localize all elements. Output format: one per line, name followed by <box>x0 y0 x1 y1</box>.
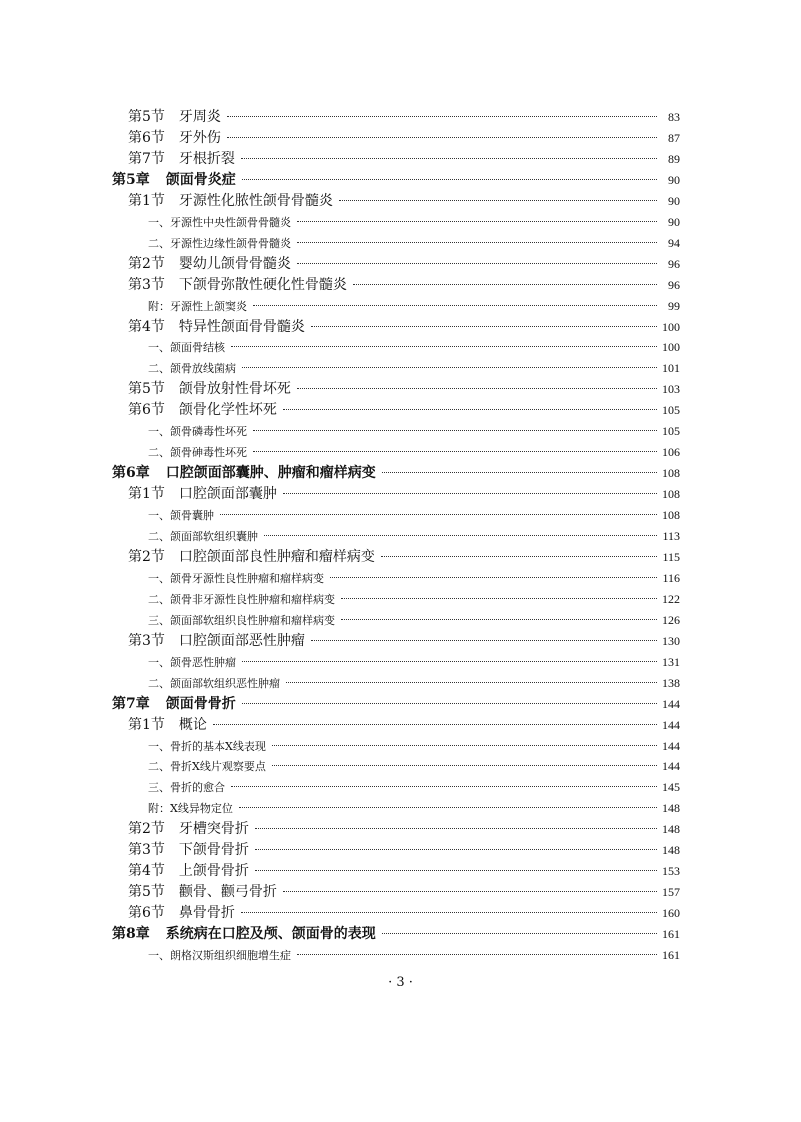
dot-leader <box>297 242 657 243</box>
toc-section-entry[interactable] <box>128 819 680 839</box>
item-title: 一、朗格汉斯组织细胞增生症 <box>148 949 291 962</box>
page-ref: 90 <box>668 214 680 229</box>
item-title: 一、颌骨恶性肿瘤 <box>148 655 236 669</box>
toc-section-entry[interactable] <box>128 547 680 567</box>
page-ref: 105 <box>662 424 680 439</box>
item-title: 二、牙源性边缘性颌骨骨髓炎 <box>148 236 291 250</box>
dot-leader <box>255 870 657 871</box>
page-ref: 105 <box>662 403 680 418</box>
chapter-title: 系统病在口腔及颅、颌面骨的表现 <box>165 926 376 943</box>
section-number: 第3节 <box>128 276 165 293</box>
item-title: 二、颌骨非牙源性良性肿瘤和瘤样病变 <box>148 592 335 606</box>
page-ref: 160 <box>662 906 680 921</box>
section-title: 下颌骨弥散性硬化性骨髓炎 <box>178 276 347 293</box>
dot-leader <box>283 493 657 494</box>
page-ref: 106 <box>662 445 680 460</box>
section-title: 口腔颌面部良性肿瘤和瘤样病变 <box>178 548 375 565</box>
chapter-title: 颌面骨骨折 <box>165 695 236 712</box>
page-ref: 122 <box>662 591 680 606</box>
section-title: 颌骨放射性骨坏死 <box>178 381 291 398</box>
toc-item-entry[interactable] <box>148 777 680 797</box>
section-number: 第5节 <box>128 109 165 125</box>
dot-leader <box>264 535 657 536</box>
dot-leader <box>311 326 657 327</box>
page-ref: 89 <box>668 151 680 166</box>
toc-section-entry[interactable] <box>128 317 680 337</box>
page-ref: 145 <box>662 780 680 795</box>
toc-item-entry[interactable] <box>148 526 680 546</box>
chapter-title: 颌面骨炎症 <box>165 171 236 188</box>
toc-section-entry[interactable] <box>128 400 680 420</box>
toc-section-entry[interactable] <box>128 631 680 651</box>
section-title: 鼻骨骨折 <box>178 905 235 922</box>
page-ref: 161 <box>662 948 680 962</box>
dot-leader <box>272 745 657 746</box>
toc-item-entry[interactable] <box>148 212 680 232</box>
dot-leader <box>297 263 657 264</box>
page-ref: 144 <box>662 738 680 753</box>
section-number: 第1节 <box>128 716 165 733</box>
toc-item-entry[interactable] <box>148 736 680 756</box>
section-title: 颧骨、颧弓骨折 <box>178 884 277 901</box>
item-title: 一、颌骨囊肿 <box>148 509 214 523</box>
chapter-number: 第5章 <box>112 171 150 188</box>
dot-leader <box>231 346 657 347</box>
toc-item-entry[interactable] <box>148 945 680 965</box>
toc-section-entry[interactable] <box>128 484 680 504</box>
toc-section-entry[interactable] <box>128 254 680 274</box>
page-ref: 94 <box>668 235 680 250</box>
page-ref: 157 <box>662 885 680 900</box>
dot-leader <box>255 828 657 829</box>
toc-item-entry[interactable] <box>148 421 680 441</box>
page-ref: 148 <box>662 822 680 837</box>
dot-leader <box>253 430 657 431</box>
dot-leader <box>242 703 657 704</box>
page-ref: 115 <box>662 549 680 564</box>
dot-leader <box>241 912 657 913</box>
dot-leader <box>353 284 657 285</box>
section-title: 牙槽突骨折 <box>178 821 249 838</box>
item-title: 一、骨折的基本X线表现 <box>148 739 266 753</box>
dot-leader <box>213 724 657 725</box>
section-number: 第2节 <box>128 548 165 565</box>
toc-section-entry[interactable] <box>128 840 680 860</box>
page-ref: 138 <box>662 675 680 690</box>
toc-item-entry[interactable] <box>148 296 680 316</box>
toc-item-entry[interactable] <box>148 652 680 672</box>
dot-leader <box>382 933 657 934</box>
dot-leader <box>272 765 657 766</box>
toc-item-entry[interactable] <box>148 442 680 462</box>
item-title: 二、颌面部软组织恶性肿瘤 <box>148 676 280 690</box>
toc-chapter-entry[interactable] <box>112 463 680 483</box>
section-title: 牙周炎 <box>178 109 221 125</box>
dot-leader <box>297 388 657 389</box>
section-title: 口腔颌面部恶性肿瘤 <box>178 632 305 649</box>
toc-section-entry[interactable] <box>128 861 680 881</box>
item-title: 三、骨折的愈合 <box>148 781 225 795</box>
section-number: 第4节 <box>128 863 165 880</box>
page-ref: 103 <box>662 382 680 397</box>
page-ref: 108 <box>662 466 680 481</box>
item-title: 二、颌骨放线菌病 <box>148 362 236 376</box>
page-ref: 90 <box>668 193 680 208</box>
section-number: 第7节 <box>128 150 165 167</box>
section-title: 下颌骨骨折 <box>178 842 249 859</box>
toc-item-entry[interactable] <box>148 505 680 525</box>
toc-item-entry[interactable] <box>148 610 680 630</box>
section-number: 第2节 <box>128 821 165 838</box>
page-ref: 108 <box>662 508 680 523</box>
item-title: 二、颌骨砷毒性坏死 <box>148 446 247 460</box>
page-number: · 3 · <box>388 975 413 990</box>
dot-leader <box>242 661 657 662</box>
page-ref: 144 <box>662 717 680 732</box>
dot-leader <box>286 682 657 683</box>
section-number: 第5节 <box>128 381 165 398</box>
section-title: 牙源性化脓性颌骨骨髓炎 <box>178 192 333 209</box>
toc-section-entry[interactable] <box>128 191 680 211</box>
section-number: 第5节 <box>128 884 165 901</box>
page-ref: 100 <box>662 319 680 334</box>
toc-chapter-entry[interactable] <box>112 170 680 190</box>
page-ref: 131 <box>662 654 680 669</box>
section-title: 牙外伤 <box>178 129 221 146</box>
page-ref: 153 <box>662 864 680 879</box>
section-title: 颌骨化学性坏死 <box>178 402 277 419</box>
page-ref: 144 <box>662 759 680 774</box>
section-title: 概论 <box>178 716 207 733</box>
chapter-number: 第8章 <box>112 926 150 943</box>
toc-section-entry[interactable] <box>128 107 680 127</box>
dot-leader <box>297 221 657 222</box>
dot-leader <box>339 200 657 201</box>
dot-leader <box>341 598 657 599</box>
dot-leader <box>283 409 657 410</box>
dot-leader <box>242 179 657 180</box>
dot-leader <box>381 556 657 557</box>
item-title: 二、骨折X线片观察要点 <box>148 760 266 774</box>
item-title: 附：X线异物定位 <box>148 802 233 816</box>
toc-chapter-entry[interactable] <box>112 694 680 714</box>
page-ref: 130 <box>662 633 680 648</box>
chapter-number: 第7章 <box>112 695 150 712</box>
item-title: 三、颌面部软组织良性肿瘤和瘤样病变 <box>148 613 335 627</box>
section-title: 特异性颌面骨骨髓炎 <box>178 318 305 335</box>
toc-item-entry[interactable] <box>148 568 680 588</box>
dot-leader <box>382 472 657 473</box>
item-title: 一、颌面骨结核 <box>148 341 225 355</box>
page-ref: 148 <box>662 843 680 858</box>
page-ref: 100 <box>662 340 680 355</box>
section-number: 第1节 <box>128 192 165 209</box>
toc-item-entry[interactable] <box>148 589 680 609</box>
page-ref: 113 <box>662 529 680 543</box>
page-ref: 108 <box>662 487 680 502</box>
section-title: 牙根折裂 <box>178 150 235 167</box>
toc-item-entry[interactable] <box>148 673 680 693</box>
page-ref: 126 <box>662 612 680 627</box>
chapter-number: 第6章 <box>112 465 150 482</box>
dot-leader <box>239 807 657 808</box>
toc-section-entry[interactable] <box>128 128 680 148</box>
toc-section-entry[interactable] <box>128 882 680 902</box>
section-number: 第6节 <box>128 129 165 146</box>
page-ref: 116 <box>662 570 680 585</box>
section-number: 第4节 <box>128 318 165 335</box>
dot-leader <box>227 137 657 138</box>
section-number: 第3节 <box>128 842 165 859</box>
dot-leader <box>297 954 657 955</box>
dot-leader <box>241 158 657 159</box>
toc-item-entry[interactable] <box>148 358 680 378</box>
dot-leader <box>330 577 657 578</box>
dot-leader <box>341 619 657 620</box>
section-number: 第1节 <box>128 486 165 503</box>
toc-section-entry[interactable] <box>128 149 680 169</box>
page-ref: 144 <box>662 696 680 711</box>
page-ref: 101 <box>662 361 680 376</box>
page-ref: 87 <box>668 130 680 145</box>
page-ref: 99 <box>668 298 680 313</box>
page-ref: 96 <box>668 277 680 292</box>
section-number: 第2节 <box>128 255 165 272</box>
section-title: 上颌骨骨折 <box>178 863 249 880</box>
toc-item-entry[interactable] <box>148 337 680 357</box>
dot-leader <box>231 786 657 787</box>
item-title: 二、颌面部软组织囊肿 <box>148 530 258 543</box>
section-number: 第6节 <box>128 402 165 419</box>
dot-leader <box>253 305 657 306</box>
toc-item-entry[interactable] <box>148 756 680 776</box>
dot-leader <box>283 891 657 892</box>
item-title: 一、颌骨磷毒性坏死 <box>148 425 247 439</box>
page-ref: 161 <box>662 927 680 942</box>
dot-leader <box>220 514 657 515</box>
item-title: 附：牙源性上颌窦炎 <box>148 299 247 313</box>
page-ref: 148 <box>662 801 680 816</box>
toc-section-entry[interactable] <box>128 903 680 923</box>
toc-chapter-entry[interactable] <box>112 924 680 944</box>
page-ref: 83 <box>668 110 680 124</box>
item-title: 一、牙源性中央性颌骨骨髓炎 <box>148 215 291 229</box>
toc-section-entry[interactable] <box>128 379 680 399</box>
dot-leader <box>255 849 657 850</box>
toc-item-entry[interactable] <box>148 233 680 253</box>
section-title: 口腔颌面部囊肿 <box>178 486 277 503</box>
section-number: 第3节 <box>128 632 165 649</box>
toc-section-entry[interactable] <box>128 715 680 735</box>
chapter-title: 口腔颌面部囊肿、肿瘤和瘤样病变 <box>165 465 376 482</box>
dot-leader <box>253 451 657 452</box>
section-number: 第6节 <box>128 905 165 922</box>
dot-leader <box>227 116 657 117</box>
toc-item-entry[interactable] <box>148 798 680 818</box>
page-ref: 96 <box>668 256 680 271</box>
toc-section-entry[interactable] <box>128 275 680 295</box>
item-title: 一、颌骨牙源性良性肿瘤和瘤样病变 <box>148 571 324 585</box>
page-ref: 90 <box>668 172 680 187</box>
dot-leader <box>242 367 657 368</box>
section-title: 婴幼儿颌骨骨髓炎 <box>178 255 291 272</box>
dot-leader <box>311 640 657 641</box>
